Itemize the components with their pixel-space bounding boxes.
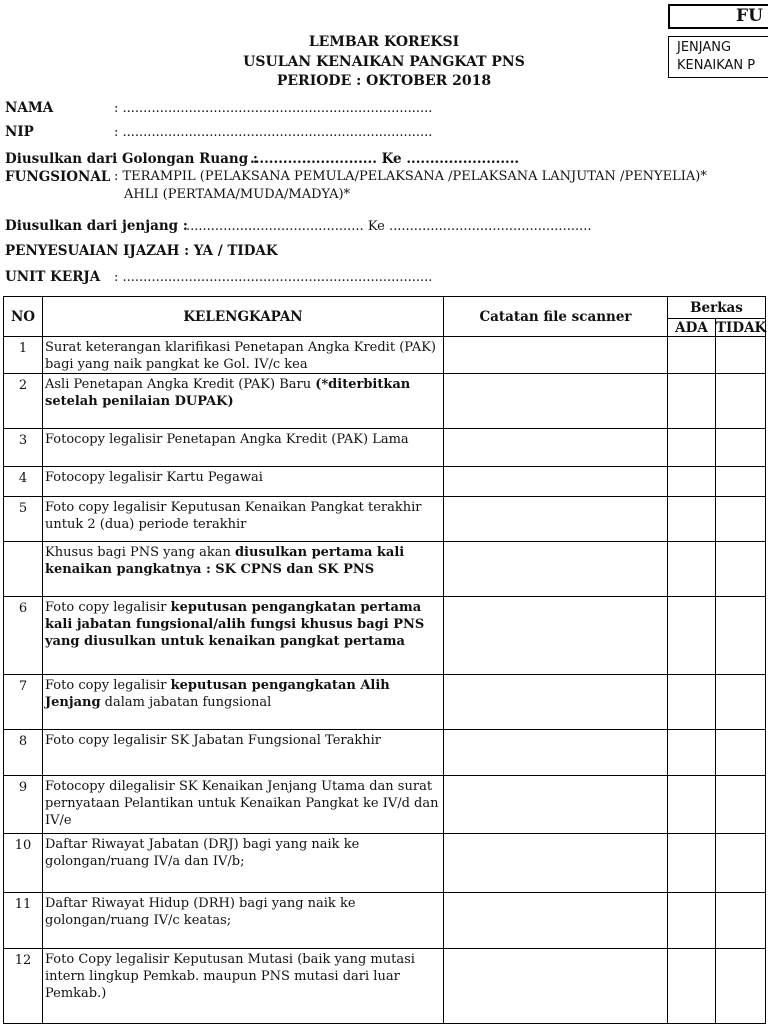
kelengkapan-text: Daftar Riwayat Jabatan (DRJ) bagi yang naik ke golongan/ruang IV/a dan IV/b; xyxy=(45,837,360,869)
col-header-catatan: Catatan file scanner xyxy=(444,297,668,337)
table-row xyxy=(4,893,766,949)
tidak-cell[interactable] xyxy=(716,597,766,675)
kelengkapan-text-after: dalam jabatan fungsional xyxy=(100,695,272,710)
page-period: PERIODE : OKTOBER 2018 xyxy=(276,73,492,89)
catatan-cell[interactable] xyxy=(444,467,668,497)
catatan-cell[interactable] xyxy=(444,730,668,776)
ada-cell[interactable] xyxy=(668,776,716,834)
fungsional-line1: : TERAMPIL (PELAKSANA PEMULA/PELAKSANA /PELAKSANA LANJUTAN /PENYELIA)* xyxy=(114,169,707,184)
kelengkapan-text: Foto Copy legalisir Keputusan Mutasi (baik yang mutasi intern lingkup Pemkab. maupun PNS mutasi dari luar Pemkab.) xyxy=(45,952,415,1001)
row-number: 9 xyxy=(4,776,43,834)
col-header-berkas: Berkas xyxy=(668,297,766,319)
table-row xyxy=(4,467,766,497)
jenjang-label: Diusulkan dari jenjang : xyxy=(5,218,188,234)
kelengkapan-bold-text: keputusan pengangkatan pertama kali jabatan fungsional/alih fungsi khusus bagi PNS yang diusulkan untuk kenaikan pangkat pertama xyxy=(45,600,425,649)
kelengkapan-text: Fotocopy legalisir Kartu Pegawai xyxy=(45,470,263,485)
ijazah-label: PENYESUAIAN IJAZAH : YA / TIDAK xyxy=(5,243,278,259)
kelengkapan-text: Daftar Riwayat Hidup (DRH) bagi yang naik ke golongan/ruang IV/c keatas; xyxy=(45,896,356,928)
col-header-kelengkapan: KELENGKAPAN xyxy=(43,297,444,337)
row-number: 8 xyxy=(4,730,43,776)
row-number xyxy=(4,542,43,597)
col-header-no: NO xyxy=(4,297,43,337)
col-header-ada: ADA xyxy=(668,319,716,337)
col-header-tidak: TIDAK xyxy=(716,319,767,336)
kelengkapan-cell xyxy=(43,949,444,1024)
jenjang-field[interactable]: ........................................... Ke ................................................. xyxy=(186,219,592,234)
fungsional-line2: AHLI (PERTAMA/MUDA/MADYA)* xyxy=(124,187,351,202)
form-code-text: FU xyxy=(736,6,763,26)
unit-kerja-label: UNIT KERJA xyxy=(5,269,101,285)
kelengkapan-cell xyxy=(43,597,444,675)
catatan-cell[interactable] xyxy=(444,675,668,730)
row-number: 12 xyxy=(4,949,43,1024)
jenjang-box-line1: JENJANG xyxy=(677,40,732,55)
row-number: 6 xyxy=(4,597,43,675)
kelengkapan-cell xyxy=(43,834,444,893)
table-row xyxy=(4,597,766,675)
table-row xyxy=(4,374,766,429)
tidak-cell[interactable] xyxy=(716,949,766,1024)
kelengkapan-table xyxy=(3,296,766,1024)
kelengkapan-bold-text: (*diterbitkan setelah penilaian DUPAK) xyxy=(45,377,411,409)
ada-cell[interactable] xyxy=(668,597,716,675)
kelengkapan-text: Foto copy legalisir xyxy=(45,600,171,615)
ada-cell[interactable] xyxy=(668,497,716,542)
table-row xyxy=(4,675,766,730)
kelengkapan-bold-text: diusulkan pertama kali kenaikan pangkatnya : SK CPNS dan SK PNS xyxy=(45,545,405,577)
table-row xyxy=(4,834,766,893)
tidak-cell[interactable] xyxy=(716,497,766,542)
unit-kerja-field[interactable]: : ........................................................................... xyxy=(114,270,433,285)
row-number: 2 xyxy=(4,374,43,429)
table-row xyxy=(4,337,766,374)
row-number: 11 xyxy=(4,893,43,949)
row-number: 7 xyxy=(4,675,43,730)
row-number: 3 xyxy=(4,429,43,467)
kelengkapan-cell xyxy=(43,776,444,834)
row-number: 5 xyxy=(4,497,43,542)
catatan-cell[interactable] xyxy=(444,893,668,949)
form-code-box xyxy=(668,4,768,29)
row-number: 10 xyxy=(4,834,43,893)
table-row xyxy=(4,429,766,467)
kelengkapan-cell xyxy=(43,675,444,730)
jenjang-box-line2: KENAIKAN P xyxy=(677,58,756,73)
ada-cell[interactable] xyxy=(668,893,716,949)
ada-cell[interactable] xyxy=(668,949,716,1024)
kelengkapan-cell xyxy=(43,337,444,374)
row-number: 1 xyxy=(4,337,43,374)
tidak-cell[interactable] xyxy=(716,675,766,730)
ada-cell[interactable] xyxy=(668,834,716,893)
tidak-cell[interactable] xyxy=(716,730,766,776)
kelengkapan-text: Fotocopy legalisir Penetapan Angka Kredit (PAK) Lama xyxy=(45,432,409,447)
nama-label: NAMA xyxy=(5,100,54,116)
table-row xyxy=(4,949,766,1024)
tidak-cell[interactable] xyxy=(716,467,766,497)
kelengkapan-cell xyxy=(43,730,444,776)
kelengkapan-text: Fotocopy dilegalisir SK Kenaikan Jenjang Utama dan surat pernyataan Pelantikan untuk Kenaikan Pangkat ke IV/d dan IV/e xyxy=(45,779,439,828)
kelengkapan-text: Khusus bagi PNS yang akan xyxy=(45,545,235,560)
ada-cell[interactable] xyxy=(668,542,716,597)
tidak-cell[interactable] xyxy=(716,776,766,834)
catatan-cell[interactable] xyxy=(444,429,668,467)
ada-cell[interactable] xyxy=(668,467,716,497)
catatan-cell[interactable] xyxy=(444,834,668,893)
nama-field[interactable]: : ........................................................................... xyxy=(114,101,433,116)
ada-cell[interactable] xyxy=(668,730,716,776)
kelengkapan-text: Foto copy legalisir SK Jabatan Fungsional Terakhir xyxy=(45,733,382,748)
kelengkapan-text: Surat keterangan klarifikasi Penetapan Angka Kredit (PAK) bagi yang naik pangkat ke Gol. IV/c kea xyxy=(45,340,436,372)
kelengkapan-cell xyxy=(43,374,444,429)
ada-cell[interactable] xyxy=(668,429,716,467)
page-subtitle: USULAN KENAIKAN PANGKAT PNS xyxy=(243,54,525,70)
tidak-cell[interactable] xyxy=(716,374,766,429)
kelengkapan-cell xyxy=(43,467,444,497)
kelengkapan-cell xyxy=(43,497,444,542)
tidak-cell[interactable] xyxy=(716,542,766,597)
tidak-cell[interactable] xyxy=(716,834,766,893)
catatan-cell[interactable] xyxy=(444,597,668,675)
ada-cell[interactable] xyxy=(668,675,716,730)
kelengkapan-text: Foto copy legalisir Keputusan Kenaikan Pangkat terakhir untuk 2 (dua) periode terakhir xyxy=(45,500,422,532)
row-number: 4 xyxy=(4,467,43,497)
golongan-field[interactable]: ........................... Ke ........................ xyxy=(250,151,520,167)
kelengkapan-bold-text: keputusan pengangkatan Alih Jenjang xyxy=(45,678,390,710)
ada-cell[interactable] xyxy=(668,374,716,429)
catatan-cell[interactable] xyxy=(444,542,668,597)
catatan-cell[interactable] xyxy=(444,337,668,374)
table-row xyxy=(4,542,766,597)
ada-cell[interactable] xyxy=(668,337,716,374)
catatan-cell[interactable] xyxy=(444,949,668,1024)
nip-field[interactable]: : ........................................................................... xyxy=(114,125,433,140)
kelengkapan-cell xyxy=(43,429,444,467)
fungsional-label: FUNGSIONAL xyxy=(5,169,111,185)
catatan-cell[interactable] xyxy=(444,776,668,834)
page-title: LEMBAR KOREKSI xyxy=(308,34,460,50)
nip-label: NIP xyxy=(5,124,34,140)
tidak-cell[interactable] xyxy=(716,337,766,374)
golongan-label: Diusulkan dari Golongan Ruang : xyxy=(5,151,258,167)
catatan-cell[interactable] xyxy=(444,497,668,542)
catatan-cell[interactable] xyxy=(444,374,668,429)
kelengkapan-text: Foto copy legalisir xyxy=(45,678,171,693)
table-row xyxy=(4,497,766,542)
table-row xyxy=(4,730,766,776)
table-row xyxy=(4,776,766,834)
tidak-cell[interactable] xyxy=(716,893,766,949)
kelengkapan-cell xyxy=(43,893,444,949)
tidak-cell[interactable] xyxy=(716,429,766,467)
kelengkapan-cell xyxy=(43,542,444,597)
kelengkapan-text: Asli Penetapan Angka Kredit (PAK) Baru xyxy=(45,377,316,392)
